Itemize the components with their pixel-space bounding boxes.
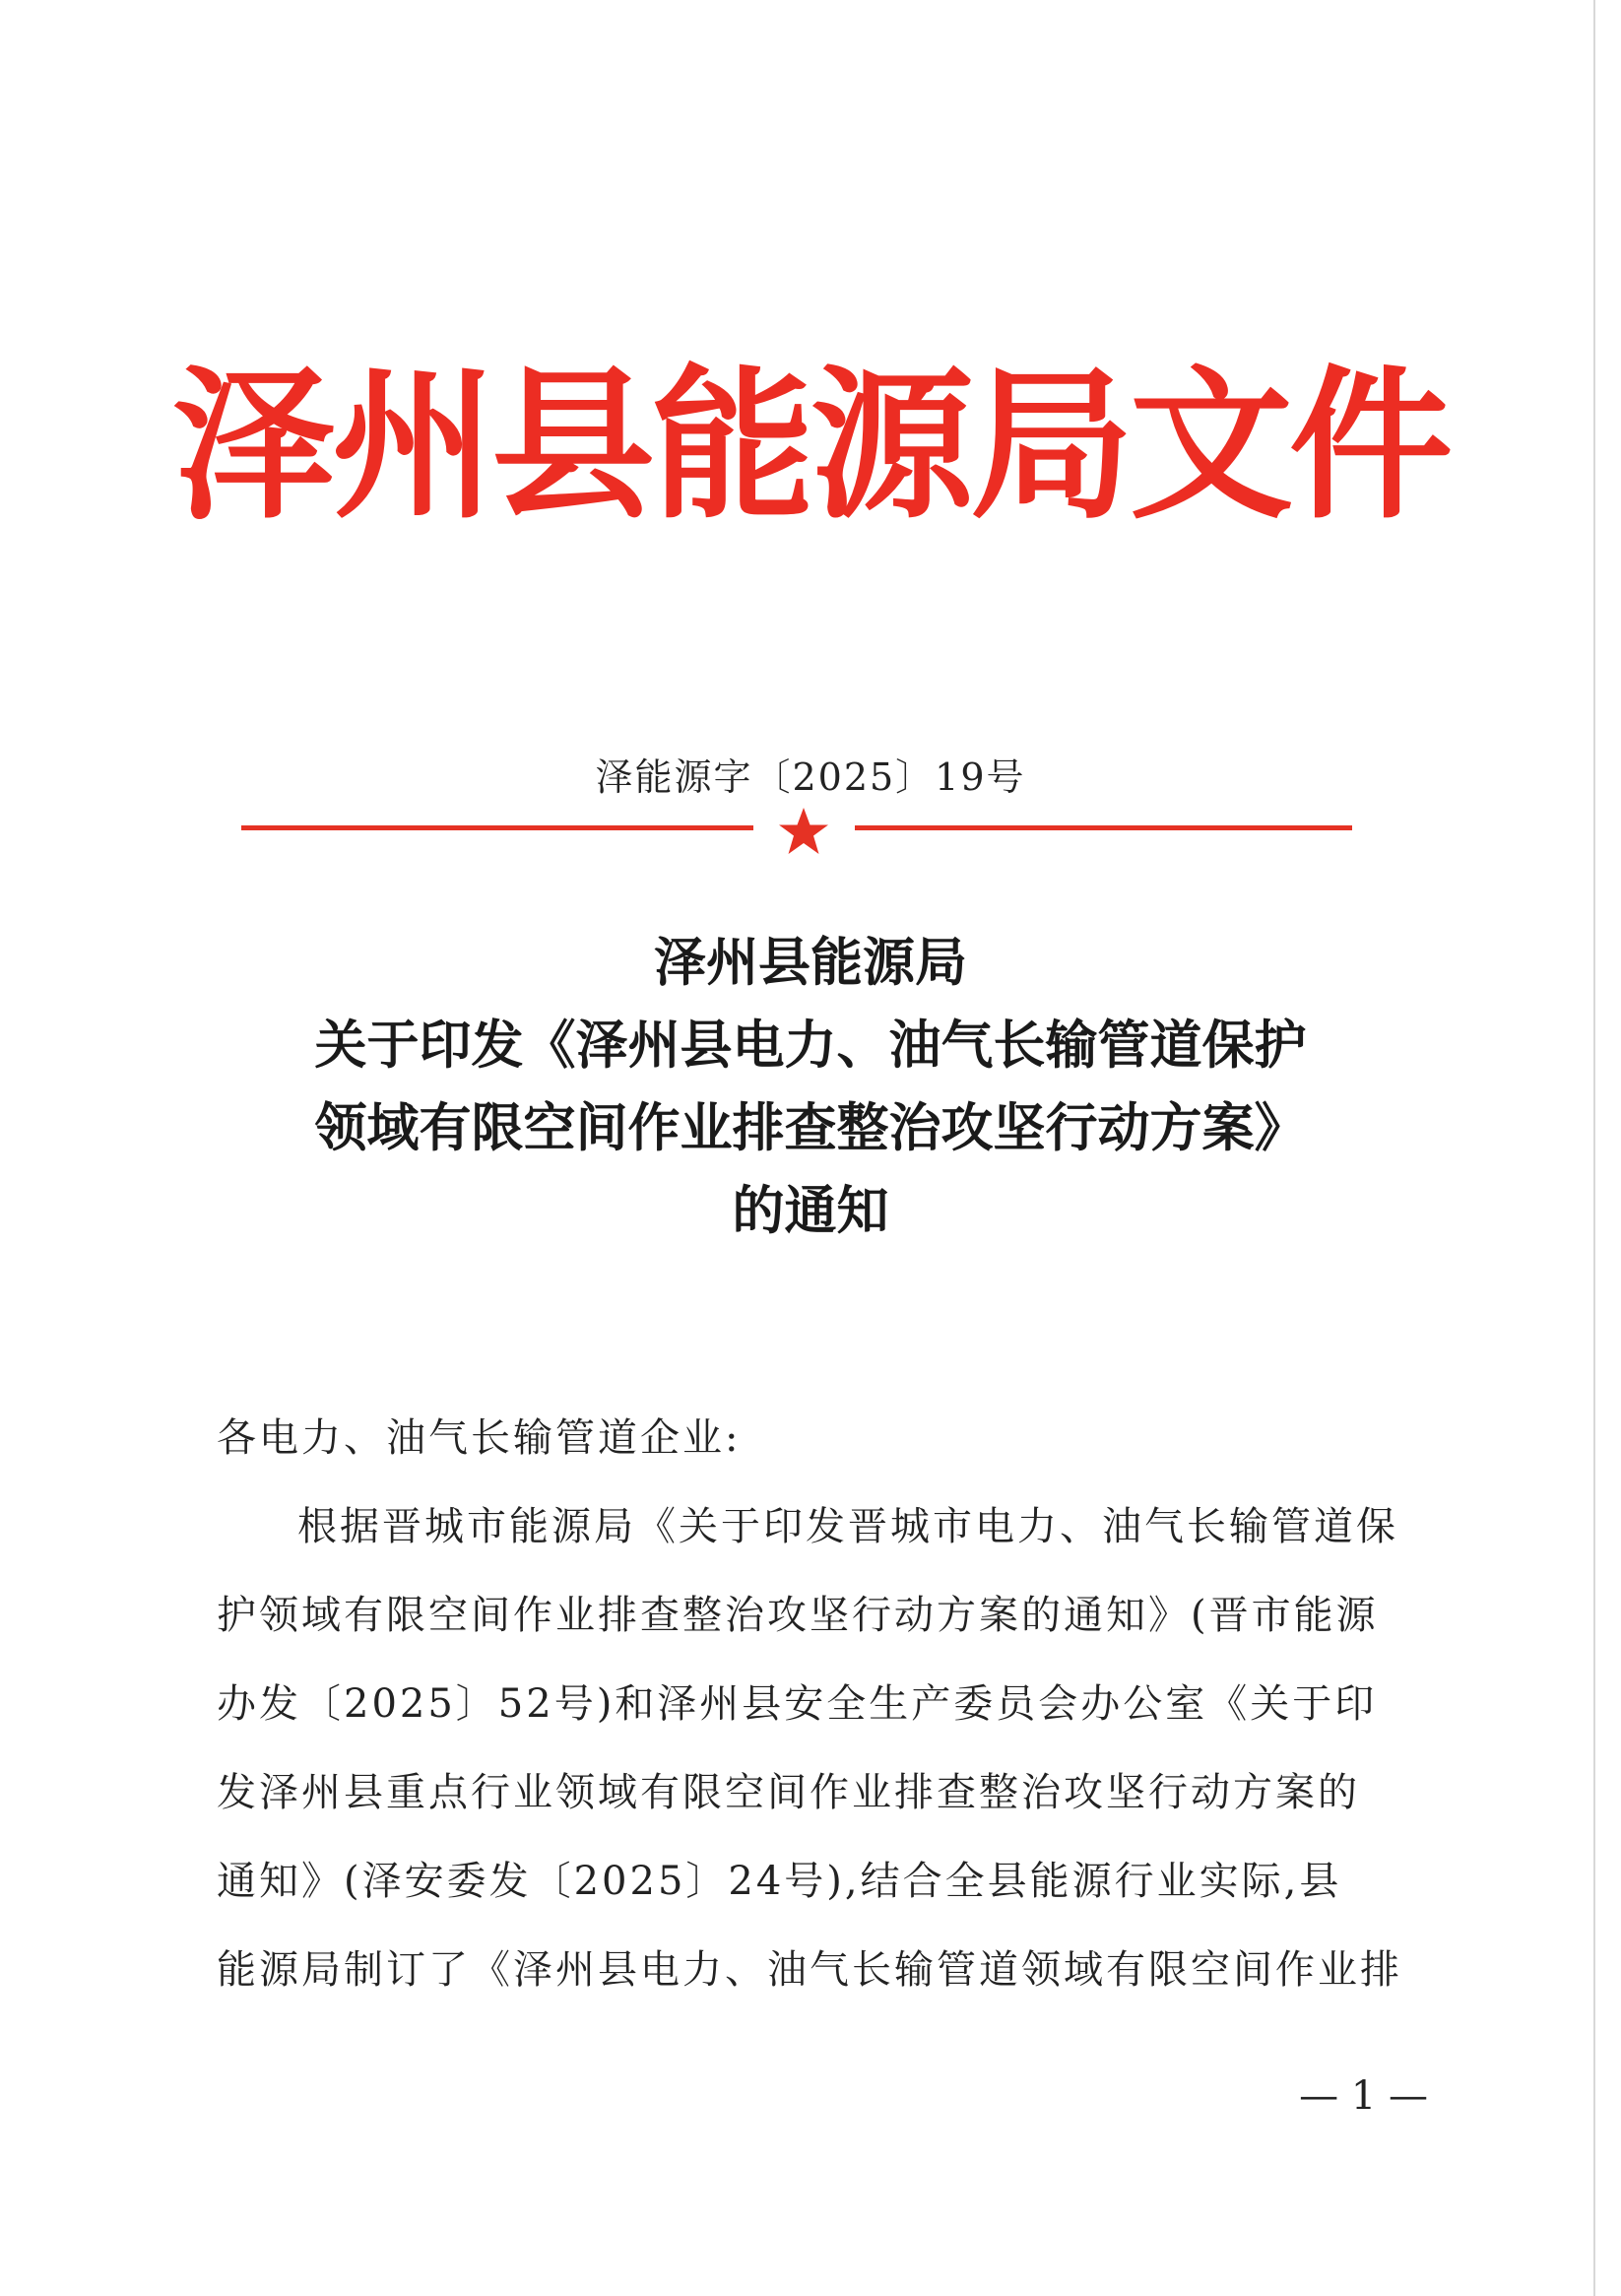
document-number: 泽能源字〔2025〕19号 bbox=[595, 755, 1026, 799]
red-rule-right bbox=[855, 825, 1352, 830]
body-text bbox=[217, 1394, 1418, 2014]
red-star-icon bbox=[776, 806, 831, 857]
body-line: 根据晋城市能源局《关于印发晋城市电力、油气长输管道保 bbox=[297, 1504, 1398, 1549]
title-line: 关于印发《泽州县电力、油气长输管道保护 bbox=[314, 1015, 1307, 1076]
page-edge-line bbox=[1593, 0, 1595, 2296]
salutation: 各电力、油气长输管道企业: bbox=[217, 1415, 742, 1461]
title-line: 泽州县能源局 bbox=[654, 932, 967, 993]
body-line: 护领域有限空间作业排查整治攻坚行动方案的通知》(晋市能源 bbox=[217, 1593, 1379, 1638]
title-line: 领域有限空间作业排查整治攻坚行动方案》 bbox=[314, 1097, 1307, 1158]
body-line: 办发〔2025〕52号)和泽州县安全生产委员会办公室《关于印 bbox=[217, 1681, 1378, 1727]
body-line: 发泽州县重点行业领域有限空间作业排查整治攻坚行动方案的 bbox=[217, 1770, 1360, 1815]
document-title bbox=[177, 921, 1444, 1252]
body-line: 通知》(泽安委发〔2025〕24号),结合全县能源行业实际,县 bbox=[217, 1859, 1342, 1904]
page-number: — 1 — bbox=[1299, 2073, 1428, 2119]
red-rule-left bbox=[241, 825, 753, 830]
masthead-title: 泽州县能源局文件 bbox=[172, 350, 1449, 542]
title-line: 的通知 bbox=[732, 1180, 889, 1241]
body-line: 能源局制订了《泽州县电力、油气长输管道领域有限空间作业排 bbox=[217, 1947, 1402, 1993]
